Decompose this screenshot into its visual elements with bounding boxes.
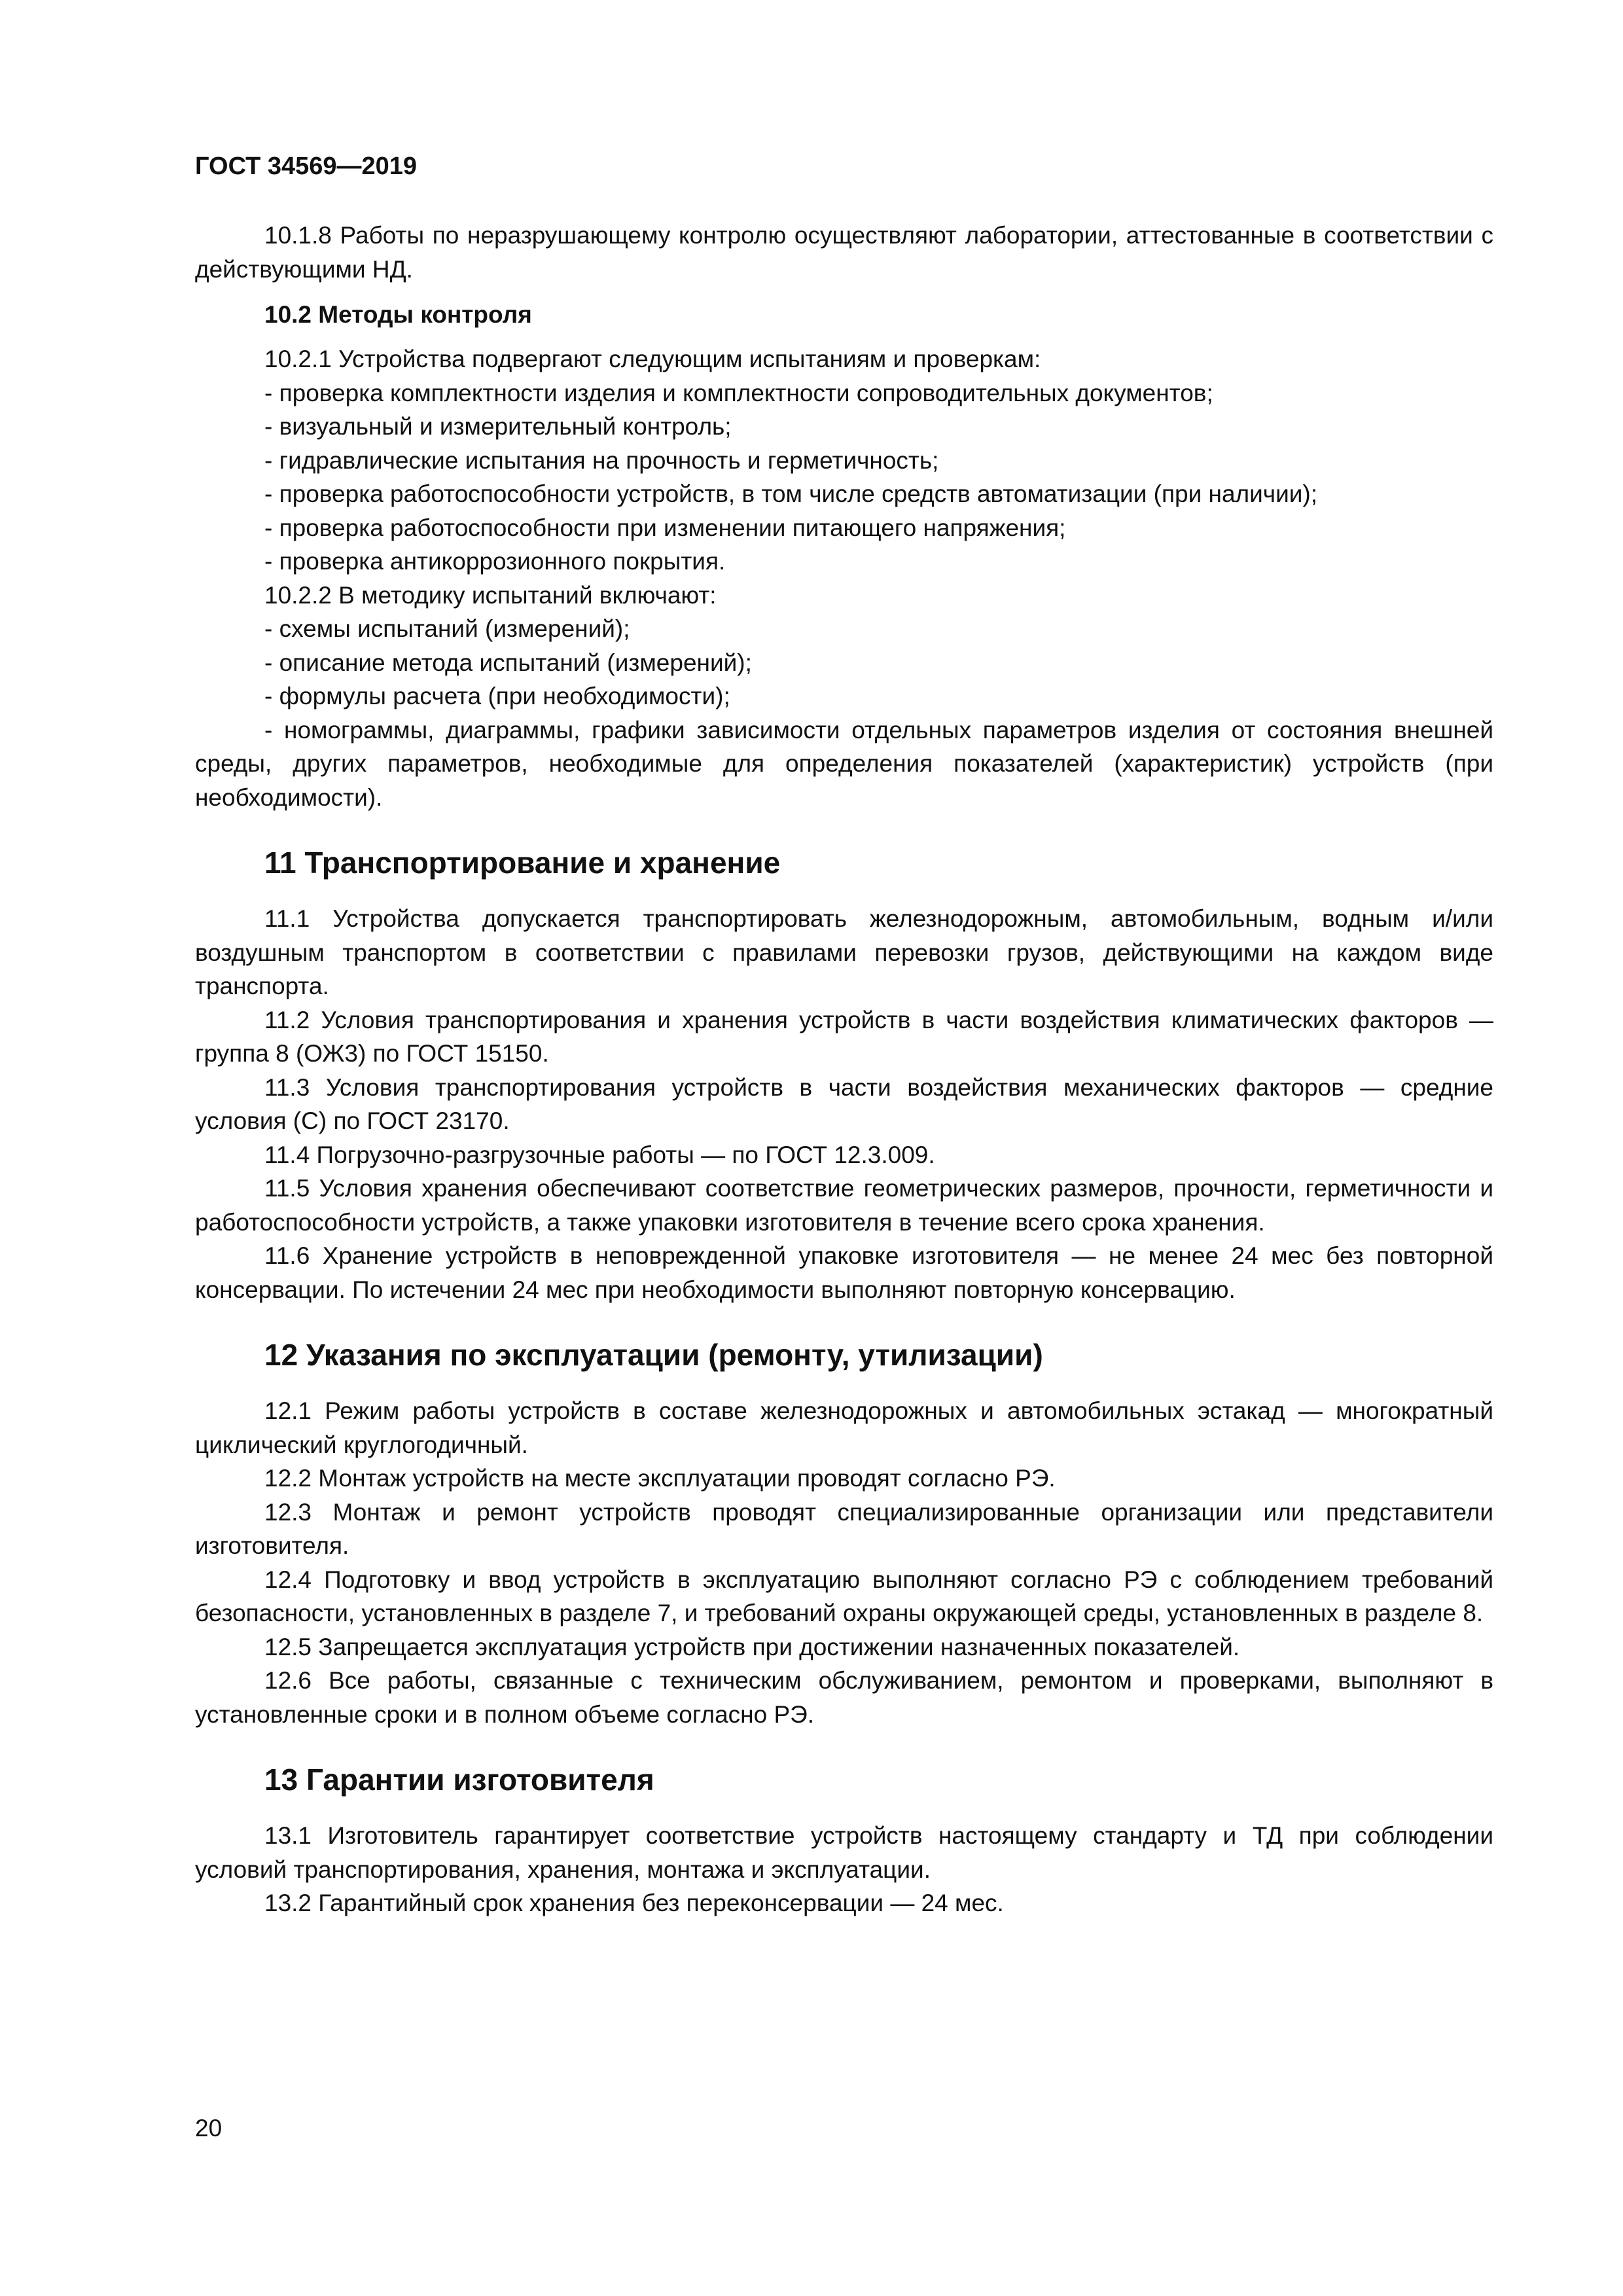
paragraph-12-3: 12.3 Монтаж и ремонт устройств проводят специализированные организации или представители изготовителя.	[195, 1498, 1493, 1559]
paragraph-12-2: 12.2 Монтаж устройств на месте эксплуатации проводят согласно РЭ.	[264, 1465, 1056, 1492]
list-item: - гидравлические испытания на прочность и герметичность;	[264, 446, 939, 474]
list-item: - номограммы, диаграммы, графики зависимости отдельных параметров изделия от состояния внешней среды, других параметров, необходимые для определения показателей (характеристик) устройств (при необходимости).	[195, 716, 1493, 811]
paragraph-12-4: 12.4 Подготовку и ввод устройств в эксплуатацию выполняют согласно РЭ с соблюдением требований безопасности, установленных в разделе 7, и требований охраны окружающей среды, установленных в разделе 8.	[195, 1566, 1493, 1626]
paragraph-10-2-1: 10.2.1 Устройства подвергают следующим испытаниям и проверкам:	[264, 346, 1041, 372]
page-number: 20	[195, 2115, 223, 2142]
list-item: - проверка антикоррозионного покрытия.	[264, 548, 726, 575]
list-item: - проверка комплектности изделия и комплектности сопроводительных документов;	[264, 379, 1213, 406]
list-item: - проверка работоспособности при изменении питающего напряжения;	[264, 514, 1066, 541]
list-item: - описание метода испытаний (измерений);	[264, 649, 752, 676]
paragraph-13-2: 13.2 Гарантийный срок хранения без переконсервации — 24 мес.	[264, 1890, 1004, 1916]
paragraph-11-1: 11.1 Устройства допускается транспортировать железнодорожным, автомобильным, водным и/или воздушным транспортом в соответствии с правилами перевозки грузов, действующими на каждом виде транспорта.	[195, 905, 1493, 999]
section-11-heading: 11 Транспортирование и хранение	[264, 846, 781, 880]
paragraph-11-6: 11.6 Хранение устройств в неповрежденной упаковке изготовителя — не менее 24 мес без повторной консервации. По истечении 24 мес при необходимости выполняют повторную консервацию.	[195, 1242, 1493, 1303]
page-content	[195, 219, 1493, 1920]
paragraph-11-2: 11.2 Условия транспортирования и хранения устройств в части воздействия климатических факторов — группа 8 (ОЖ3) по ГОСТ 15150.	[195, 1006, 1493, 1067]
document-code-header: ГОСТ 34569—2019	[195, 152, 418, 180]
paragraph-12-6: 12.6 Все работы, связанные с техническим обслуживанием, ремонтом и проверками, выполняют в установленные сроки и в полном объеме согласно РЭ.	[195, 1667, 1493, 1728]
list-item: - формулы расчета (при необходимости);	[264, 683, 730, 709]
paragraph-12-5: 12.5 Запрещается эксплуатация устройств при достижении назначенных показателей.	[264, 1633, 1240, 1660]
paragraph-10-1-8: 10.1.8 Работы по неразрушающему контролю осуществляют лаборатории, аттестованные в соответствии с действующими НД.	[195, 222, 1493, 283]
paragraph-11-5: 11.5 Условия хранения обеспечивают соответствие геометрических размеров, прочности, герметичности и работоспособности устройств, а также упаковки изготовителя в течение всего срока хранения.	[195, 1175, 1493, 1236]
list-item: - схемы испытаний (измерений);	[264, 615, 630, 642]
section-12-heading: 12 Указания по эксплуатации (ремонту, утилизации)	[264, 1338, 1043, 1372]
paragraph-13-1: 13.1 Изготовитель гарантирует соответствие устройств настоящему стандарту и ТД при соблюдении условий транспортирования, хранения, монтажа и эксплуатации.	[195, 1822, 1493, 1883]
paragraph-12-1: 12.1 Режим работы устройств в составе железнодорожных и автомобильных эстакад — многократный циклический круглогодичный.	[195, 1397, 1493, 1458]
section-13-heading: 13 Гарантии изготовителя	[264, 1763, 654, 1797]
subheading-10-2: 10.2 Методы контроля	[264, 301, 532, 328]
paragraph-11-4: 11.4 Погрузочно-разгрузочные работы — по ГОСТ 12.3.009.	[264, 1141, 935, 1168]
paragraph-11-3: 11.3 Условия транспортирования устройств в части воздействия механических факторов — средние условия (С) по ГОСТ 23170.	[195, 1073, 1493, 1134]
list-item: - визуальный и измерительный контроль;	[264, 413, 732, 440]
paragraph-10-2-2: 10.2.2 В методику испытаний включают:	[264, 581, 717, 609]
list-item: - проверка работоспособности устройств, в том числе средств автоматизации (при наличии);	[264, 480, 1318, 507]
